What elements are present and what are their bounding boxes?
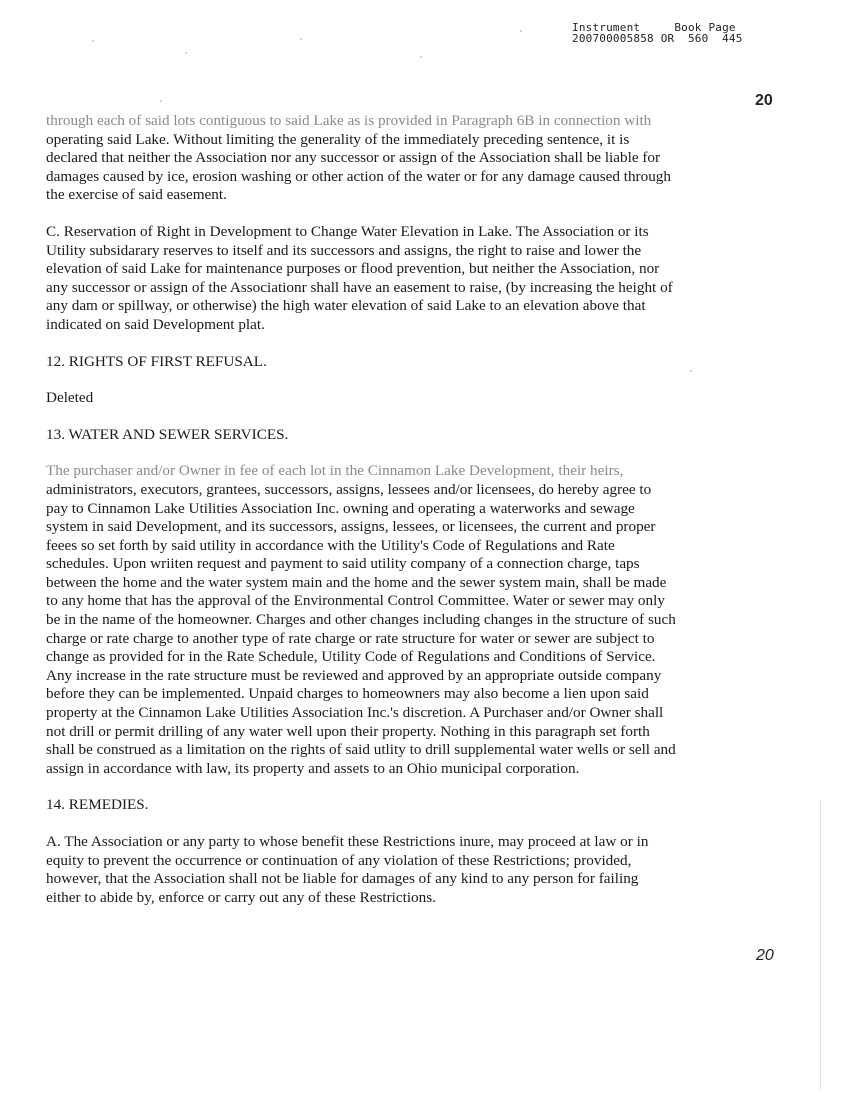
section-heading-13: 13. WATER AND SEWER SERVICES. (46, 425, 289, 443)
scan-speck (160, 100, 162, 102)
stamp-numbers: 200700005858 OR 560 445 (572, 32, 743, 45)
paragraph-c-water-elevation: C. Reservation of Right in Development to Change Water Elevation in Lake. The Association or its Utility subsidarary reserves to itself and its successors and assigns, the right to raise and lower the elevation of said Lake for maintenance purposes or flood prevention, but neither the Association, nor any successor or assign of the Associationr shall have an easement to raise, (by increasing the height of any dam or spillway, or otherwise) the high water elevation of said Lake to an elevation above that indicated on said Development plat. (46, 222, 673, 333)
paragraph-easement-continued: through each of said lots contiguous to said Lake as is provided in Paragraph 6B in connection with operating said Lake. Without limiting the generality of the immediately preceding sentence, it is declared that neither the Association nor any successor or assign of the Association shall be liable for damages caused by ice, erosion washing or other action of the water or for any damage caused through the exercise of said easement. (46, 112, 671, 204)
scan-speck (300, 38, 302, 40)
page-number-bottom: 20 (756, 947, 774, 964)
deleted-note: Deleted (46, 389, 94, 407)
scan-speck (185, 52, 187, 54)
scan-edge-line (820, 800, 821, 1090)
recording-stamp (572, 22, 743, 44)
section-heading-14: 14. REMEDIES. (46, 796, 149, 814)
document-body (46, 112, 676, 925)
page-number-top: 20 (755, 92, 773, 109)
section-heading-12: 12. RIGHTS OF FIRST REFUSAL. (46, 352, 267, 370)
scan-speck (690, 370, 692, 372)
scan-speck (420, 56, 422, 58)
paragraph-14a-remedies: A. The Association or any party to whose benefit these Restrictions inure, may proceed at law or in equity to prevent the occurrence or continuation of any violation of these Restrictions; provided, however, that the Association shall not be liable for damages of any kind to any person for failing either to abide by, enforce or carry out any of these Restrictions. (46, 833, 649, 906)
stamp-header: Instrument Book Page (572, 21, 736, 34)
scan-speck (520, 30, 522, 32)
paragraph-water-sewer: The purchaser and/or Owner in fee of each lot in the Cinnamon Lake Development, their heirs, administrators, executors, grantees, successors, assigns, lessees and/or licensees, do hereby agree to pay to Cinnamon Lake Utilities Association Inc. owning and operating a waterworks and sewage system in said Development, and its successors, assigns, lessees, or licensees, the current and proper feees so set forth by said utility in accordance with the Utility's Code of Regulations and Rate schedules. Upon wriiten request and payment to said utility company of a connection charge, taps between the home and the water system main and the home and the sewer system main, shall be made to any home that has the approval of the Environmental Control Committee. Water or sewer may only be in the name of the homeowner. Charges and other changes including changes in the structure of such charge or rate charge to another type of rate charge or rate structure for water or sewer are subject to change as provided for in the Rate Schedule, Utility Code of Regulations and Conditions of Service. Any increase in the rate structure must be reviewed and approved by an appropriate outside company before they can be implemented. Unpaid charges to homeowners may also become a lien upon said property at the Cinnamon Lake Utilities Association Inc.'s discretion. A Purchaser and/or Owner shall not drill or permit drilling of any water well upon their property. Nothing in this paragraph set forth shall be construed as a limitation on the rights of said utlity to drill supplemental water wells or sell and assign in accordance with law, its property and assets to an Ohio municipal corporation. (46, 462, 676, 777)
scan-speck (92, 40, 94, 42)
